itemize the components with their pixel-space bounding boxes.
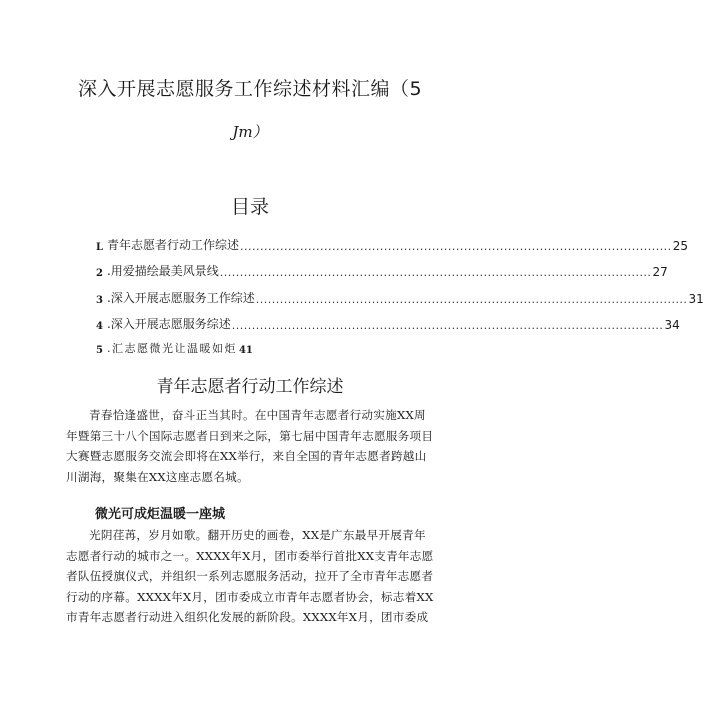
body-paragraph: [66, 405, 434, 487]
toc-item[interactable]: [96, 235, 688, 253]
toc-leader-dots: ............................................................................................................: [231, 319, 664, 332]
toc-item-number: L: [96, 242, 104, 253]
toc-item-label: .深入开展志愿服务工作综述: [106, 291, 255, 305]
toc-item-page: 41: [238, 345, 253, 356]
toc-item-label: 青年志愿者行动工作综述: [107, 238, 240, 252]
toc-leader-dots: ............................................................................................................: [255, 293, 688, 306]
document-title-continuation: Jm）: [232, 123, 268, 141]
paragraph-line: 志愿者行动的城市之一。XXXX年X月，团市委举行首批XX支青年志愿: [66, 548, 434, 563]
toc-leader-dots: ............................................................................................................: [240, 240, 672, 253]
toc-item[interactable]: [96, 288, 704, 306]
paragraph-line: 青春恰逢盛世，奋斗正当其时。在中国青年志愿者行动实施XX周: [89, 408, 426, 422]
paragraph-line: 年暨第三十八个国际志愿者日到来之际，第七届中国青年志愿服务项目: [66, 428, 434, 443]
toc-item-page: 25: [672, 239, 688, 253]
paragraph-line: 川湖海，聚集在XX这座志愿名城。: [66, 469, 249, 484]
toc-item-number: 3: [96, 295, 103, 306]
toc-item-page: 27: [652, 265, 668, 279]
toc-item-number: 4: [96, 321, 103, 332]
toc-item-label: .用爱描绘最美风景线: [106, 264, 219, 278]
toc-item[interactable]: [96, 314, 680, 332]
subheading: 微光可成炬温暖一座城: [95, 507, 226, 522]
toc-item-label: .深入开展志愿服务综述: [106, 317, 231, 331]
toc-item-number: 5: [96, 345, 103, 356]
paragraph-line: 大赛暨志愿服务交流会即将在XX举行，来自全国的青年志愿者跨越山: [66, 449, 427, 464]
body-paragraph: [66, 525, 434, 628]
toc-item[interactable]: [96, 261, 668, 279]
toc-item-label: .汇志愿微光让温暖如炬: [106, 342, 237, 355]
toc-item-page: 34: [664, 318, 680, 332]
document-title: 深入开展志愿服务工作综述材料汇编（5: [77, 78, 423, 100]
paragraph-line: 市青年志愿者行动进入组织化发展的新阶段。XXXX年X月，团市委成: [66, 610, 429, 625]
paragraph-line: 光阴荏苒，岁月如歌。翻开历史的画卷，XX是广东最早开展青年: [89, 528, 426, 542]
toc-heading: 目录: [230, 196, 269, 218]
section-title: 青年志愿者行动工作综述: [156, 377, 344, 397]
toc-item-page: 31: [688, 292, 704, 306]
toc-leader-dots: ............................................................................................................: [219, 266, 652, 279]
toc-item-number: 2: [96, 268, 103, 279]
paragraph-line: 者队伍授旗仪式，并组织一系列志愿服务活动，拉开了全市青年志愿者: [66, 569, 434, 584]
paragraph-line: 行动的序幕。XXXX年X月，团市委成立市青年志愿者协会，标志着XX: [66, 589, 434, 604]
toc-item[interactable]: [96, 338, 408, 356]
